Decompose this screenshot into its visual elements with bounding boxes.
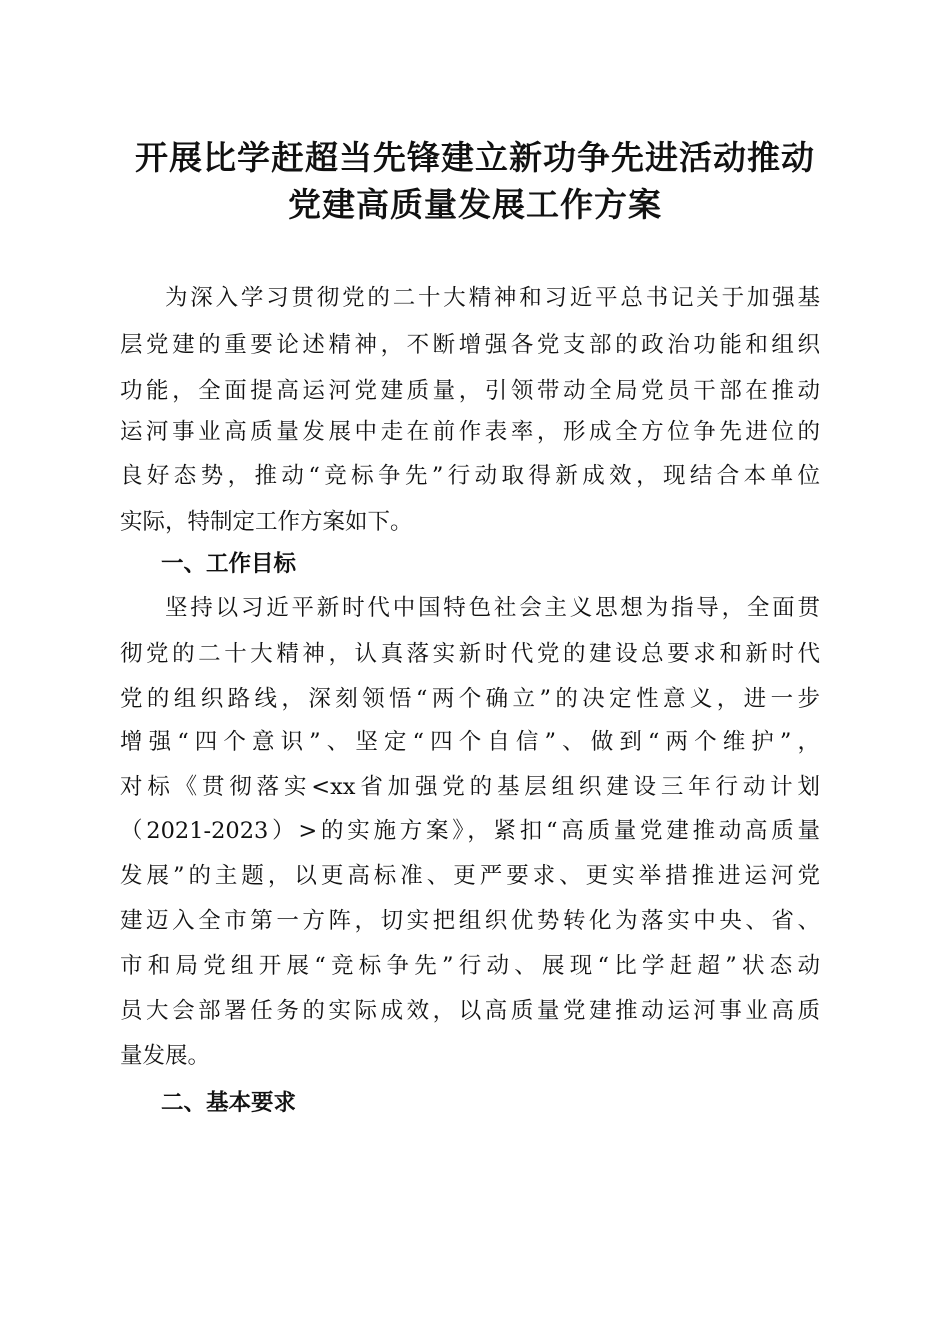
section-heading-goals: 一、工作目标 — [161, 551, 297, 577]
intro-line: 功能，全面提高运河党建质量，引领带动全局党员干部在推动 — [120, 378, 820, 404]
goals-line: 建迈入全市第一方阵，切实把组织优势转化为落实中央、省、 — [120, 908, 820, 934]
goals-line: 对标《贯彻落实<xx省加强党的基层组织建设三年行动计划 — [120, 774, 820, 800]
goals-line: 员大会部署任务的实际成效，以高质量党建推动运河事业高质 — [120, 998, 820, 1024]
goals-line: （2021-2023）>的实施方案》，紧扣“高质量党建推动高质量 — [120, 818, 820, 844]
intro-line: 良好态势，推动“竞标争先”行动取得新成效，现结合本单位 — [120, 463, 820, 489]
goals-line: 增强“四个意识”、坚定“四个自信”、做到“两个维护”， — [120, 729, 820, 755]
section-heading-requirements: 二、基本要求 — [161, 1090, 297, 1116]
goals-line: 彻党的二十大精神，认真落实新时代党的建设总要求和新时代 — [120, 641, 820, 667]
document-title-line-1: 开展比学赶超当先锋建立新功争先进活动推动 — [135, 138, 815, 177]
intro-line: 层党建的重要论述精神，不断增强各党支部的政治功能和组织 — [120, 332, 820, 358]
goals-line: 发展”的主题，以更高标准、更严要求、更实举措推进运河党 — [120, 863, 820, 889]
goals-line: 量发展。 — [120, 1043, 211, 1069]
goals-line: 市和局党组开展“竞标争先”行动、展现“比学赶超”状态动 — [120, 953, 820, 979]
intro-line: 为深入学习贯彻党的二十大精神和习近平总书记关于加强基 — [165, 285, 820, 311]
goals-line: 坚持以习近平新时代中国特色社会主义思想为指导，全面贯 — [165, 595, 820, 621]
goals-line: 党的组织路线，深刻领悟“两个确立”的决定性意义，进一步 — [120, 686, 820, 712]
intro-line: 实际，特制定工作方案如下。 — [120, 509, 413, 535]
document-title-line-2: 党建高质量发展工作方案 — [288, 185, 662, 224]
intro-line: 运河事业高质量发展中走在前作表率，形成全方位争先进位的 — [120, 419, 820, 445]
